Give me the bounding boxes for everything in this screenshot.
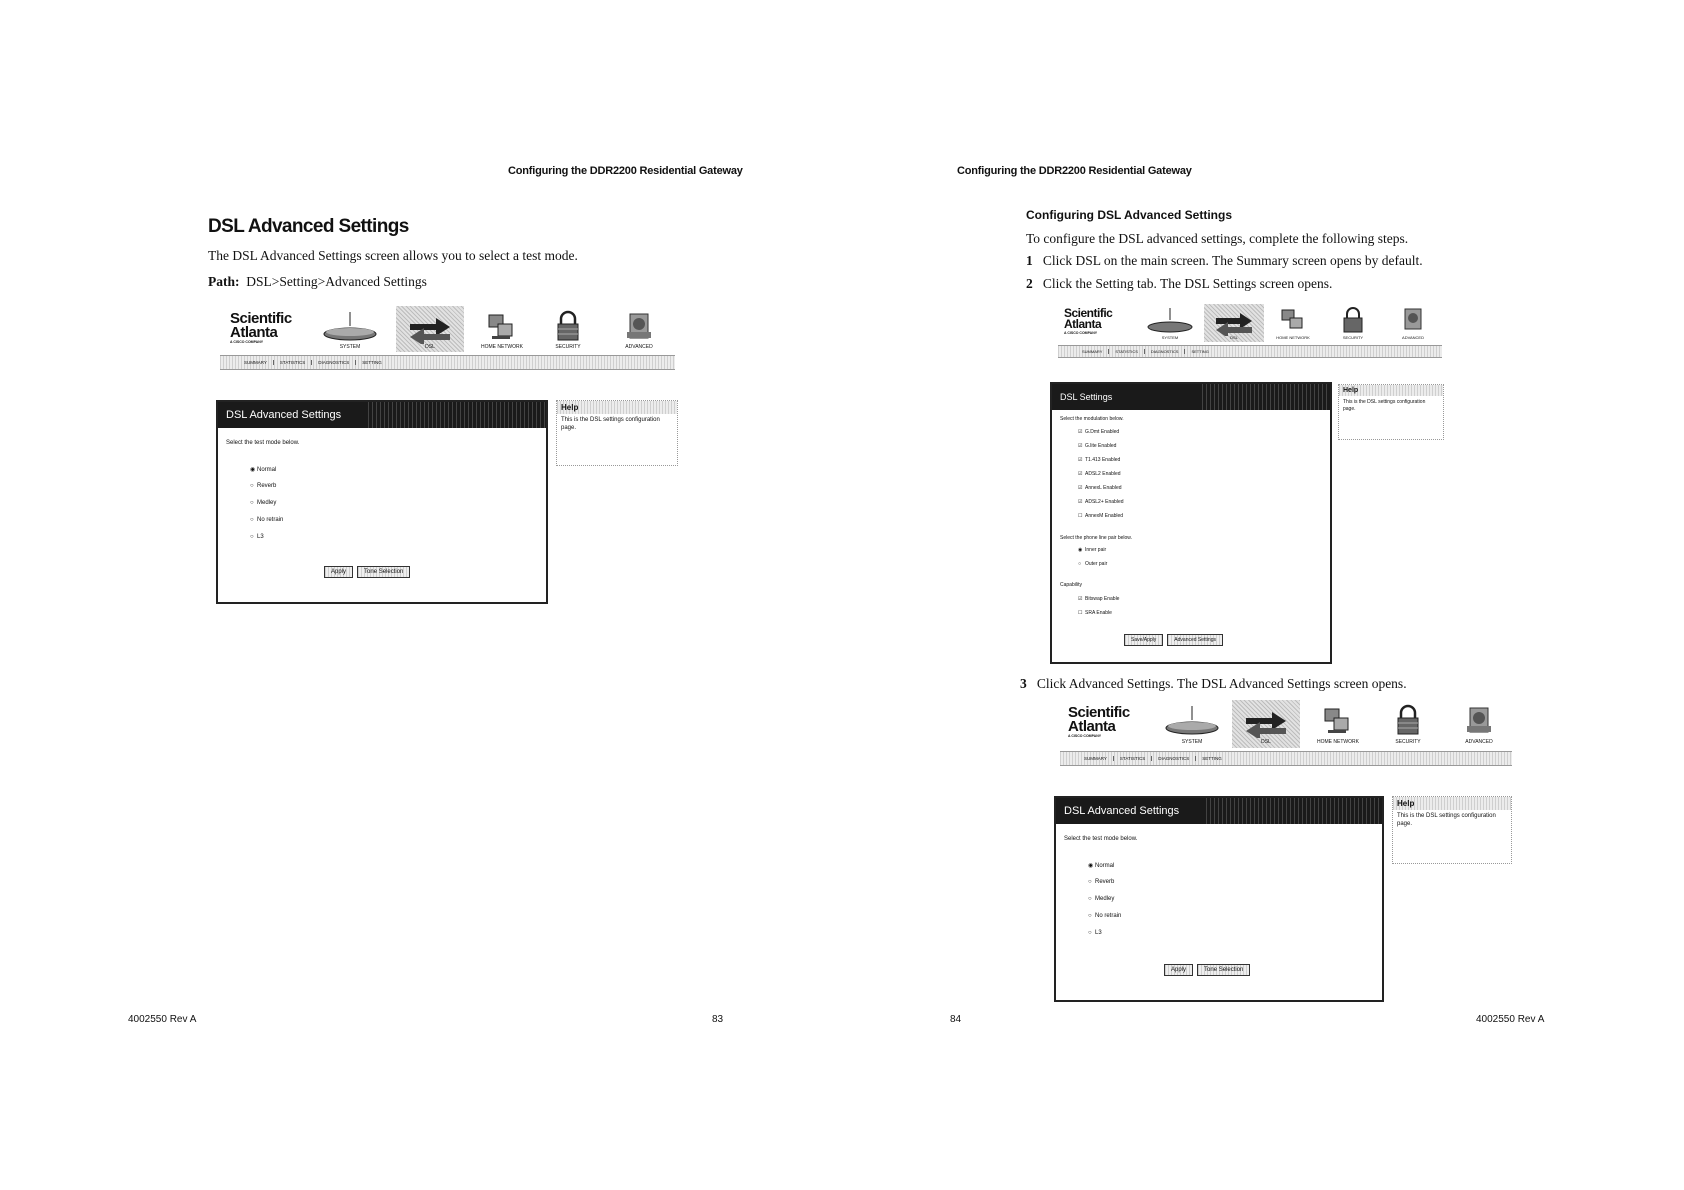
router-icon[interactable] — [1144, 308, 1196, 336]
apply-button[interactable]: Apply — [1164, 964, 1193, 976]
section-title: Configuring DSL Advanced Settings — [1026, 208, 1233, 222]
nav-bar-advanced — [1060, 700, 1512, 766]
footer-doc-left: 4002550 Rev A — [128, 1014, 197, 1025]
router-icon[interactable] — [320, 312, 380, 346]
dsl-advanced-settings-panel — [216, 400, 548, 604]
running-header-right: Configuring the DDR2200 Residential Gateway — [957, 165, 1192, 177]
panel-title: DSL Settings — [1052, 384, 1330, 410]
checkbox-annexl[interactable]: ☑ AnnexL Enabled — [1078, 485, 1122, 491]
radio-l3[interactable]: ○ L3 — [250, 534, 264, 540]
checkbox-adsl2plus[interactable]: ☑ ADSL2+ Enabled — [1078, 499, 1124, 505]
advanced-settings-button[interactable]: Advanced Settings — [1167, 634, 1223, 646]
running-header-left: Configuring the DDR2200 Residential Gateway — [508, 165, 743, 177]
tab-home-network[interactable]: HOME NETWORK — [1317, 739, 1359, 745]
path-line — [208, 274, 427, 290]
tab-advanced[interactable]: ADVANCED — [1402, 335, 1424, 340]
radio-medley[interactable]: ○ Medley — [250, 500, 277, 506]
home-network-icon[interactable] — [1280, 308, 1306, 334]
help-text: This is the DSL settings configuration page. — [1343, 399, 1426, 412]
checkbox-annexm[interactable]: ☐ AnnexM Enabled — [1078, 513, 1124, 519]
test-mode-prompt: Select the test mode below. — [226, 440, 300, 446]
radio-medley[interactable]: ○ Medley — [1088, 896, 1115, 902]
subtab-diagnostics[interactable]: DIAGNOSTICS — [1152, 756, 1196, 761]
subtab-statistics[interactable]: STATISTICS — [1109, 349, 1145, 354]
security-lock-icon[interactable] — [1340, 306, 1366, 334]
home-network-icon[interactable] — [1322, 706, 1352, 736]
radio-reverb[interactable]: ○ Reverb — [250, 483, 277, 489]
router-icon[interactable] — [1162, 706, 1222, 740]
nav-bar-top — [220, 306, 675, 370]
subtab-diagnostics[interactable]: DIAGNOSTICS — [312, 360, 356, 365]
radio-normal[interactable]: ◉ Normal — [250, 467, 277, 473]
radio-normal[interactable]: ◉ Normal — [1088, 863, 1115, 869]
help-box — [1338, 384, 1444, 440]
subtab-setting[interactable]: SETTING — [1202, 756, 1222, 761]
advanced-tools-icon[interactable] — [1400, 306, 1426, 334]
help-box — [1392, 796, 1512, 864]
step-1: 1 Click DSL on the main screen. The Summary screen opens by default. — [1026, 253, 1423, 268]
subtab-bar — [220, 355, 675, 370]
panel-title: DSL Advanced Settings — [1056, 798, 1382, 824]
footer-doc-right: 4002550 Rev A — [1476, 1014, 1545, 1025]
radio-outer-pair[interactable]: ○ Outer pair — [1078, 561, 1108, 567]
help-box — [556, 400, 678, 466]
path-label: Path: — [208, 274, 240, 289]
scientific-atlanta-logo: Scientific Atlanta A CISCO COMPANY — [1064, 306, 1113, 335]
dsl-arrows-icon[interactable] — [1212, 310, 1256, 336]
security-lock-icon[interactable] — [553, 310, 583, 342]
advanced-tools-icon[interactable] — [1464, 704, 1494, 736]
test-mode-prompt: Select the test mode below. — [1064, 836, 1138, 842]
checkbox-glite[interactable]: ☑ G.lite Enabled — [1078, 443, 1117, 449]
tone-selection-button[interactable]: Tone Selection — [357, 566, 410, 578]
checkbox-bitswap[interactable]: ☑ Bitswap Enable — [1078, 596, 1120, 602]
subtab-diagnostics[interactable]: DIAGNOSTICS — [1145, 349, 1186, 354]
radio-l3[interactable]: ○ L3 — [1088, 930, 1102, 936]
tab-system[interactable]: SYSTEM — [339, 344, 361, 350]
tab-security[interactable]: SECURITY — [1342, 335, 1364, 340]
subtab-bar — [1060, 751, 1512, 766]
subtab-summary[interactable]: SUMMARY — [238, 360, 274, 365]
footer-page-right: 84 — [950, 1014, 962, 1025]
path-value: DSL>Setting>Advanced Settings — [246, 274, 427, 289]
help-title: Help — [557, 401, 677, 414]
dsl-arrows-icon[interactable] — [406, 314, 454, 344]
tab-system[interactable]: SYSTEM — [1181, 739, 1203, 745]
subtab-setting[interactable]: SETTING — [1191, 349, 1209, 354]
apply-button[interactable]: Apply — [324, 566, 353, 578]
subtab-setting[interactable]: SETTING — [362, 360, 382, 365]
page-title: DSL Advanced Settings — [208, 216, 409, 237]
subtab-statistics[interactable]: STATISTICS — [1114, 756, 1152, 761]
radio-reverb[interactable]: ○ Reverb — [1088, 879, 1115, 885]
scientific-atlanta-logo: Scientific Atlanta A CISCO COMPANY — [1068, 704, 1130, 738]
checkbox-gdmt[interactable]: ☑ G.Dmt Enabled — [1078, 429, 1120, 435]
tone-selection-button[interactable]: Tone Selection — [1197, 964, 1250, 976]
pair-prompt: Select the phone line pair below. — [1060, 535, 1132, 541]
tab-security[interactable]: SECURITY — [555, 344, 581, 350]
step-2: 2 Click the Setting tab. The DSL Settings screen opens. — [1026, 276, 1333, 291]
radio-no-retrain[interactable]: ○ No retrain — [250, 517, 284, 523]
subtab-summary[interactable]: SUMMARY — [1078, 756, 1114, 761]
dsl-advanced-settings-panel — [1054, 796, 1384, 1002]
help-title: Help — [1393, 797, 1511, 810]
tab-dsl[interactable]: DSL — [1230, 335, 1238, 340]
subtab-bar — [1058, 345, 1442, 358]
help-title: Help — [1339, 385, 1443, 396]
panel-title: DSL Advanced Settings — [218, 402, 546, 428]
checkbox-t1413[interactable]: ☑ T1.413 Enabled — [1078, 457, 1121, 463]
save-apply-button[interactable]: Save/Apply — [1124, 634, 1163, 646]
dsl-settings-panel — [1050, 382, 1332, 664]
tab-home-network[interactable]: HOME NETWORK — [481, 344, 523, 350]
capability-label: Capability — [1060, 582, 1082, 588]
tab-security[interactable]: SECURITY — [1395, 739, 1421, 745]
intro-text: The DSL Advanced Settings screen allows you to select a test mode. — [208, 248, 578, 263]
checkbox-sra[interactable]: ☐ SRA Enable — [1078, 610, 1112, 616]
steps-intro: To configure the DSL advanced settings, complete the following steps. — [1026, 231, 1409, 246]
tab-home-network[interactable]: HOME NETWORK — [1276, 335, 1310, 340]
checkbox-adsl2[interactable]: ☑ ADSL2 Enabled — [1078, 471, 1121, 477]
help-text: This is the DSL settings configuration page. — [561, 417, 660, 431]
dsl-arrows-icon[interactable] — [1242, 708, 1290, 738]
radio-no-retrain[interactable]: ○ No retrain — [1088, 913, 1122, 919]
help-text: This is the DSL settings configuration page. — [1397, 813, 1496, 827]
tab-system[interactable]: SYSTEM — [1161, 335, 1179, 340]
radio-inner-pair[interactable]: ◉ Inner pair — [1078, 547, 1107, 553]
step-3: 3 Click Advanced Settings. The DSL Advanced Settings screen opens. — [1020, 676, 1407, 691]
nav-bar-settings — [1058, 304, 1442, 358]
tab-dsl[interactable]: DSL — [425, 344, 435, 350]
subtab-summary[interactable]: SUMMARY — [1076, 349, 1109, 354]
tab-advanced[interactable]: ADVANCED — [625, 344, 653, 350]
security-lock-icon[interactable] — [1393, 704, 1423, 736]
tab-advanced[interactable]: ADVANCED — [1465, 739, 1493, 745]
advanced-tools-icon[interactable] — [624, 310, 654, 342]
tab-dsl[interactable]: DSL — [1261, 739, 1271, 745]
subtab-statistics[interactable]: STATISTICS — [274, 360, 312, 365]
home-network-icon[interactable] — [486, 312, 516, 342]
scientific-atlanta-logo: Scientific Atlanta A CISCO COMPANY — [230, 310, 292, 344]
modulation-prompt: Select the modulation below. — [1060, 416, 1124, 422]
footer-page-left: 83 — [712, 1014, 724, 1025]
